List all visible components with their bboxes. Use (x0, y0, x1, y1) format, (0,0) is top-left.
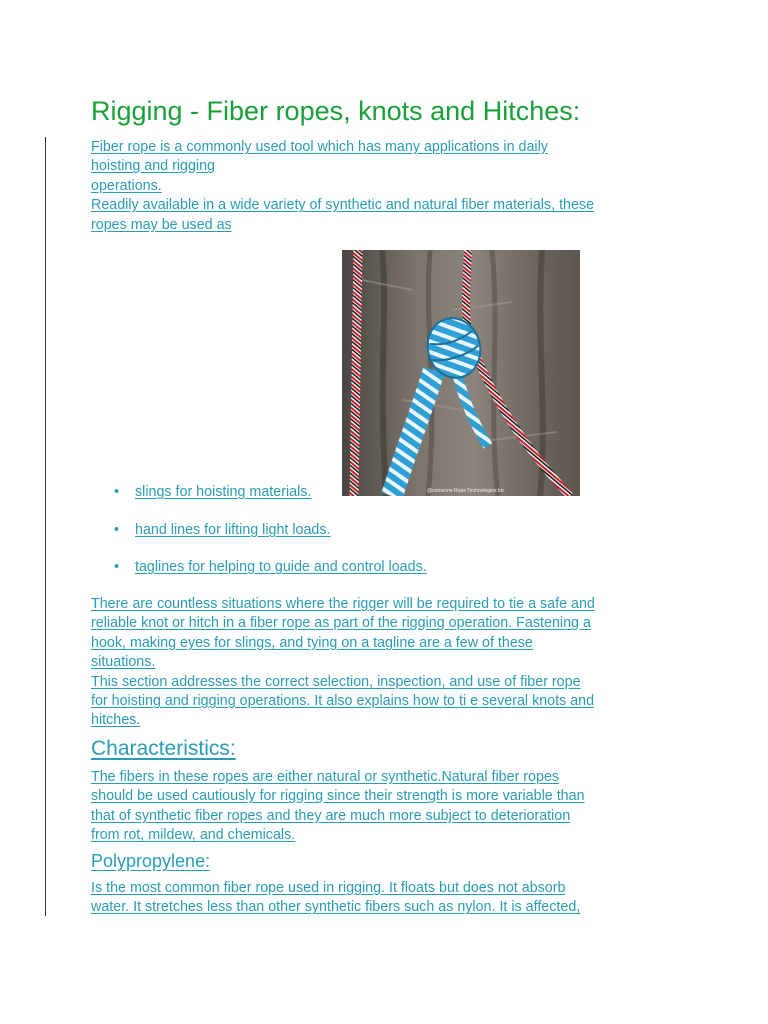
bullet-marker: • (114, 484, 120, 500)
intro-line: hoisting and rigging (91, 158, 215, 175)
intro-line: ropes may be used as (91, 216, 232, 233)
characteristics-line: should be used cautiously for rigging since their strength is more variable than (91, 788, 585, 805)
bullet-marker: • (114, 522, 120, 538)
situations-line: for hoisting and rigging operations. It also explains how to ti e several knots and (91, 693, 595, 710)
svg-text:@someone Rope Technologies Inc: @someone Rope Technologies Inc (427, 488, 505, 494)
bullet-item (114, 521, 331, 540)
bullet-text: taglines for helping to guide and control loads. (135, 559, 427, 575)
bullet-text: hand lines for lifting light loads. (135, 522, 331, 538)
situations-line: hitches. (91, 712, 141, 729)
rope-knot-photo (342, 250, 580, 496)
characteristics-heading: Characteristics: (91, 737, 236, 760)
situations-paragraph (91, 595, 691, 731)
intro-line: Readily available in a wide variety of synthetic and natural fiber materials, these (91, 197, 595, 214)
polypropylene-heading: Polypropylene: (91, 851, 211, 871)
situations-line: This section addresses the correct selection, inspection, and use of fiber rope (91, 673, 581, 690)
characteristics-line: from rot, mildew, and chemicals. (91, 827, 296, 844)
situations-line: situations. (91, 654, 156, 671)
polypropylene-paragraph (91, 879, 691, 918)
situations-line: hook, making eyes for slings, and tying on a tagline are a few of these (91, 634, 533, 651)
situations-line: There are countless situations where the rigger will be required to tie a safe and (91, 596, 595, 612)
bullet-item (114, 483, 311, 502)
intro-paragraph (91, 138, 691, 235)
intro-line: Fiber rope is a commonly used tool which has many applications in daily (91, 139, 548, 155)
margin-bar (45, 137, 46, 916)
situations-line: reliable knot or hitch in a fiber rope as part of the rigging operation. Fastening a (91, 615, 591, 632)
bullet-marker: • (114, 559, 120, 575)
bullet-text: slings for hoisting materials. (135, 484, 312, 500)
characteristics-line: that of synthetic fiber ropes and they are much more subject to deterioration (91, 807, 571, 824)
polypropylene-line: Is the most common fiber rope used in rigging. It floats but does not absorb (91, 880, 566, 896)
bullet-item (114, 558, 427, 577)
characteristics-line: The fibers in these ropes are either natural or synthetic.Natural fiber ropes (91, 769, 560, 785)
characteristics-paragraph (91, 768, 691, 846)
polypropylene-line: water. It stretches less than other synthetic fibers such as nylon. It is affected, (91, 899, 581, 916)
intro-line: operations. (91, 177, 162, 194)
page-title: Rigging - Fiber ropes, knots and Hitches: (91, 96, 581, 126)
